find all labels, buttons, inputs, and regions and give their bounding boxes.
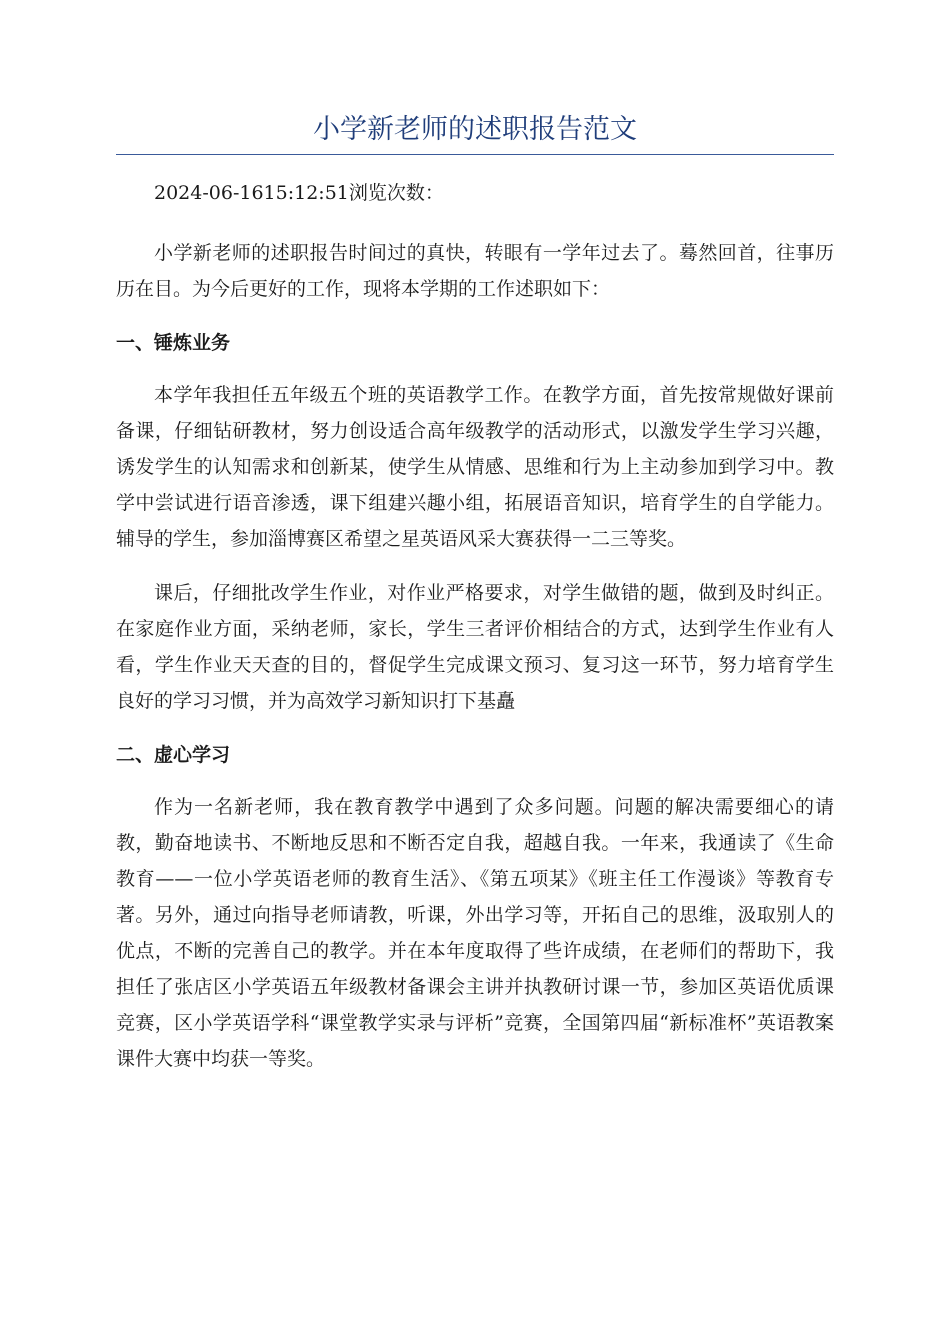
intro-paragraph: 小学新老师的述职报告时间过的真快，转眼有一学年过去了。蓦然回首，往事历历在目。为今后更好的工作，现将本学期的工作述职如下： [116, 242, 834, 300]
title-divider [116, 154, 834, 155]
section-heading: 二、虚心学习 [116, 744, 231, 766]
document-page [116, 110, 834, 1095]
section-2 [116, 737, 834, 1077]
publish-meta: 2024-06-1615:12:51浏览次数： [154, 182, 444, 204]
section-1 [116, 325, 834, 719]
section-paragraph: 本学年我担任五年级五个班的英语教学工作。在教学方面，首先按常规做好课前备课，仔细钻研教材，努力创设适合高年级教学的活动形式，以激发学生学习兴趣，诱发学生的认知需求和创新某，使学生从情感、思维和行为上主动参加到学习中。教学中尝试进行语音渗透，课下组建兴趣小组，拓展语音知识，培育学生的自学能力。辅导的学生，参加淄博赛区希望之星英语风采大赛获得一二三等奖。 [116, 384, 834, 550]
section-paragraph: 课后，仔细批改学生作业，对作业严格要求，对学生做错的题，做到及时纠正。在家庭作业方面，采纳老师，家长，学生三者评价相结合的方式，达到学生作业有人看，学生作业天天查的目的，督促学生完成课文预习、复习这一环节，努力培育学生良好的学习习惯，并为高效学习新知识打下基矗 [116, 582, 834, 712]
section-paragraph: 作为一名新老师，我在教育教学中遇到了众多问题。问题的解决需要细心的请教，勤奋地读书、不断地反思和不断否定自我，超越自我。一年来，我通读了《生命教育——一位小学英语老师的教育生活》、《第五项某》《班主任工作漫谈》等教育专著。另外，通过向指导老师请教，听课，外出学习等，开拓自己的思维，汲取别人的优点，不断的完善自己的教学。并在本年度取得了些许成绩，在老师们的帮助下，我担任了张店区小学英语五年级教材备课会主讲并执教研讨课一节，参加区英语优质课竞赛，区小学英语学科“课堂教学实录与评析”竞赛，全国第四届“新标准杯”英语教案课件大赛中均获一等奖。 [116, 796, 834, 1070]
document-title: 小学新老师的述职报告范文 [313, 114, 637, 145]
section-heading: 一、锤炼业务 [116, 332, 231, 354]
